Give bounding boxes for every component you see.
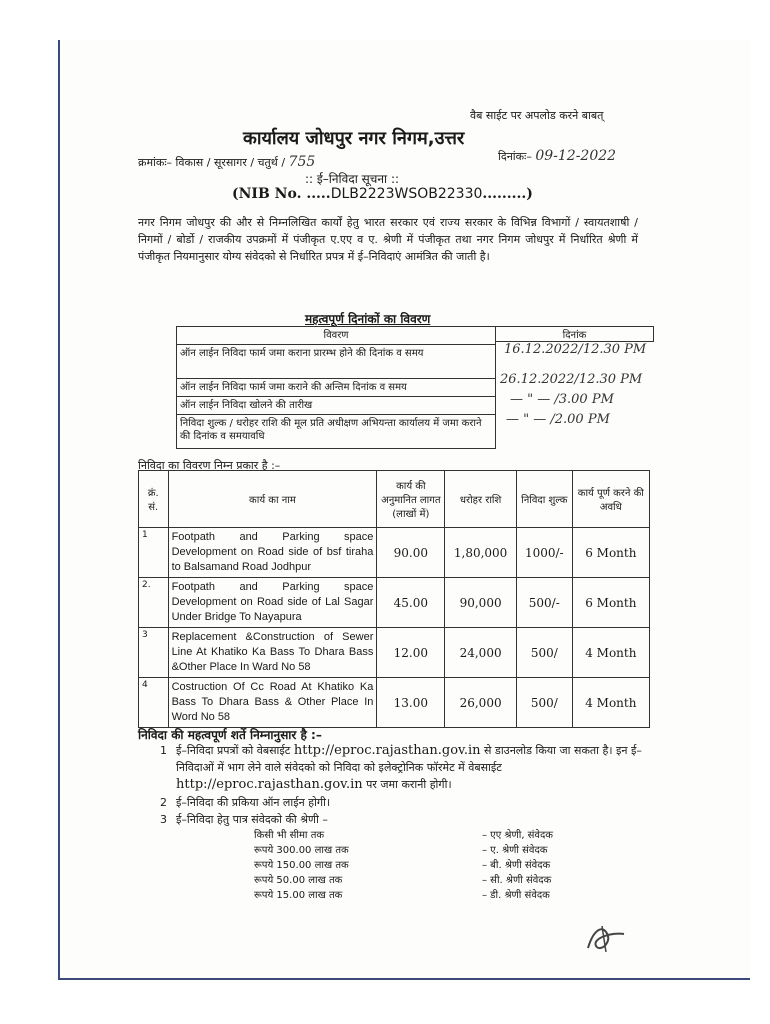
upload-note: वैब साईट पर अपलोड करने बाबत्: [470, 109, 604, 122]
table-row: [139, 678, 650, 728]
ref-prefix: क्रमांकः– विकास / सूरसागर / चतुर्थ /: [138, 156, 286, 169]
row-emd: 90,000: [445, 578, 517, 628]
row-emd: 1,80,000: [445, 528, 517, 578]
row-period: 4 Month: [572, 628, 649, 678]
list-item: – ए. श्रेणी संवेदक: [482, 845, 548, 856]
works-title: निविदा का विवरण निम्न प्रकार है :–: [138, 459, 281, 472]
nib-value: DLB2223WSOB22330: [330, 186, 483, 202]
date-value-start: 16.12.2022/12.30 PM: [504, 342, 647, 357]
row-fee: 500/: [516, 628, 572, 678]
eligibility-classes: [482, 828, 553, 903]
table-row: [139, 628, 650, 678]
list-item: – डी. श्रेणी संवेदक: [482, 890, 550, 901]
works-header-row: [139, 471, 650, 528]
nib-number: [232, 186, 533, 202]
important-dates-title: महत्वपूर्ण दिनांकों का विवरण: [305, 312, 431, 326]
list-item: किसी भी सीमा तक: [254, 830, 325, 841]
row-cost: 13.00: [377, 678, 445, 728]
term-1-text-a: ई–निविदा प्रपत्रों को वेबसाईट: [176, 744, 291, 757]
important-dates-table: [176, 326, 496, 449]
row-period: 6 Month: [572, 528, 649, 578]
signature: [582, 918, 632, 958]
date-value: 09-12-2022: [535, 148, 617, 164]
row-period: 6 Month: [572, 578, 649, 628]
eproc-link-2[interactable]: http://eproc.rajasthan.gov.in: [176, 777, 363, 792]
dates-row-desc: ऑन लाईन निविदा फार्म जमा कराना प्रारम्भ होने की दिनांक व समय: [177, 345, 496, 379]
dates-row-desc: ऑन लाईन निविदा फार्म जमा कराने की अन्तिम दिनांक व समय: [177, 379, 496, 397]
reference-number: [138, 154, 315, 170]
list-item: – सी. श्रेणी संवेदक: [482, 875, 552, 886]
row-fee: 1000/-: [516, 528, 572, 578]
col-fee: निविदा शुल्क: [516, 471, 572, 528]
col-emd: धरोहर राशि: [445, 471, 517, 528]
eligibility-limits: [254, 828, 349, 903]
office-title: कार्यालय जोधपुर नगर निगम,उत्तर: [243, 128, 465, 149]
date-value-opening: — " — /3.00 PM: [510, 392, 614, 407]
term-2: ई–निविदा की प्रकिया ऑन लाईन होगी।: [176, 796, 331, 809]
list-item: रूपये 300.00 लाख तक: [254, 845, 349, 856]
dates-row-desc: ऑन लाईन निविदा खोलने की तारीख: [177, 397, 496, 415]
date-label: दिनांकः–: [498, 150, 532, 163]
list-item: – एए श्रेणी, संवेदक: [482, 830, 553, 841]
issue-date: [498, 148, 616, 164]
term-3-number: 3: [160, 813, 167, 826]
terms-title: निविदा की महत्वपूर्ण शर्ते निम्नानुसार है :–: [138, 728, 322, 742]
row-fee: 500/-: [516, 578, 572, 628]
ref-number: 755: [288, 154, 316, 170]
row-sn: 3: [139, 628, 169, 678]
row-fee: 500/: [516, 678, 572, 728]
row-sn: 4: [139, 678, 169, 728]
list-item: रूपये 50.00 लाख तक: [254, 875, 343, 886]
row-emd: 26,000: [445, 678, 517, 728]
works-table: [138, 470, 650, 728]
row-work-name: Replacement &Construction of Sewer Line At Khatiko Ka Bass To Dhara Bass &Other Place In Ward No 58: [168, 628, 377, 678]
dates-value-column: [496, 326, 654, 342]
row-work-name: Footpath and Parking space Development on Road side of Lal Sagar Under Bridge To Nayapura: [168, 578, 377, 628]
row-cost: 12.00: [377, 628, 445, 678]
term-1-number: 1: [160, 744, 167, 757]
list-item: रूपये 15.00 लाख तक: [254, 890, 343, 901]
row-sn: 1: [139, 528, 169, 578]
row-cost: 90.00: [377, 528, 445, 578]
table-row: [139, 578, 650, 628]
eproc-link[interactable]: http://eproc.rajasthan.gov.in: [293, 743, 481, 758]
row-work-name: Footpath and Parking space Development on Road side of bsf tiraha to Balsamand Road Jodhpur: [168, 528, 377, 578]
dates-col-desc: विवरण: [177, 327, 496, 345]
date-value-fee-deposit: — " — /2.00 PM: [506, 412, 610, 427]
col-period: कार्य पूर्ण करने की अवधि: [572, 471, 649, 528]
term-3: ई–निविदा हेतु पात्र संवेदको की श्रेणी –: [176, 813, 328, 826]
nib-prefix: (NIB No. .....: [232, 186, 331, 202]
notice-title: :: ई–निविदा सूचना ::: [305, 172, 400, 186]
col-cost: कार्य की अनुमानित लागत (लाखों में): [377, 471, 445, 528]
row-emd: 24,000: [445, 628, 517, 678]
term-1-text-c: पर जमा करानी होगी।: [366, 778, 452, 791]
list-item: – बी. श्रेणी संवेदक: [482, 860, 551, 871]
term-2-number: 2: [160, 796, 167, 809]
list-item: रूपये 150.00 लाख तक: [254, 860, 349, 871]
row-sn: 2.: [139, 578, 169, 628]
table-row: [139, 528, 650, 578]
date-value-end: 26.12.2022/12.30 PM: [500, 372, 643, 387]
dates-col-date: दिनांक: [496, 326, 654, 342]
intro-paragraph: नगर निगम जोधपुर की और से निम्नलिखित कार्यों हेतु भारत सरकार एवं राज्य सरकार के विभिन्न विभागों / स्वायतशाषी / निगमों / बोर्डो / राजकीय उपक्रमों में पंजीकृत ए.एए व ए. श्रेणी में पंजीकृत तथा नगर निगम जोधपुर में निर्धारित श्रेणी में पंजीकृत नियमानुसार योग्य संवेदको से निर्धारित प्रपत्र में ई–निविदाएं आमंत्रित की जाती है।: [138, 216, 638, 263]
col-sn: क्रं. सं.: [139, 471, 169, 528]
col-work-name: कार्य का नाम: [168, 471, 377, 528]
dates-row-desc: निविदा शुल्क / धरोहर राशि की मूल प्रति अधीक्षण अभियन्ता कार्यालय में जमा कराने की दिनांक व समयावधि: [177, 415, 496, 449]
nib-suffix: .........): [482, 186, 533, 202]
row-work-name: Costruction Of Cc Road At Khatiko Ka Bass To Dhara Bass & Other Place In Word No 58: [168, 678, 377, 728]
row-period: 4 Month: [572, 678, 649, 728]
row-cost: 45.00: [377, 578, 445, 628]
term-1: [176, 742, 646, 793]
term-1-text-b: से डाउनलोड किया जा सकता है। इन ई–निविदाओं में भाग लेने वाले संवेदको को निविदा को इलेक्ट्रोनिक फॉरमेट में वेबसाईट: [176, 744, 642, 774]
